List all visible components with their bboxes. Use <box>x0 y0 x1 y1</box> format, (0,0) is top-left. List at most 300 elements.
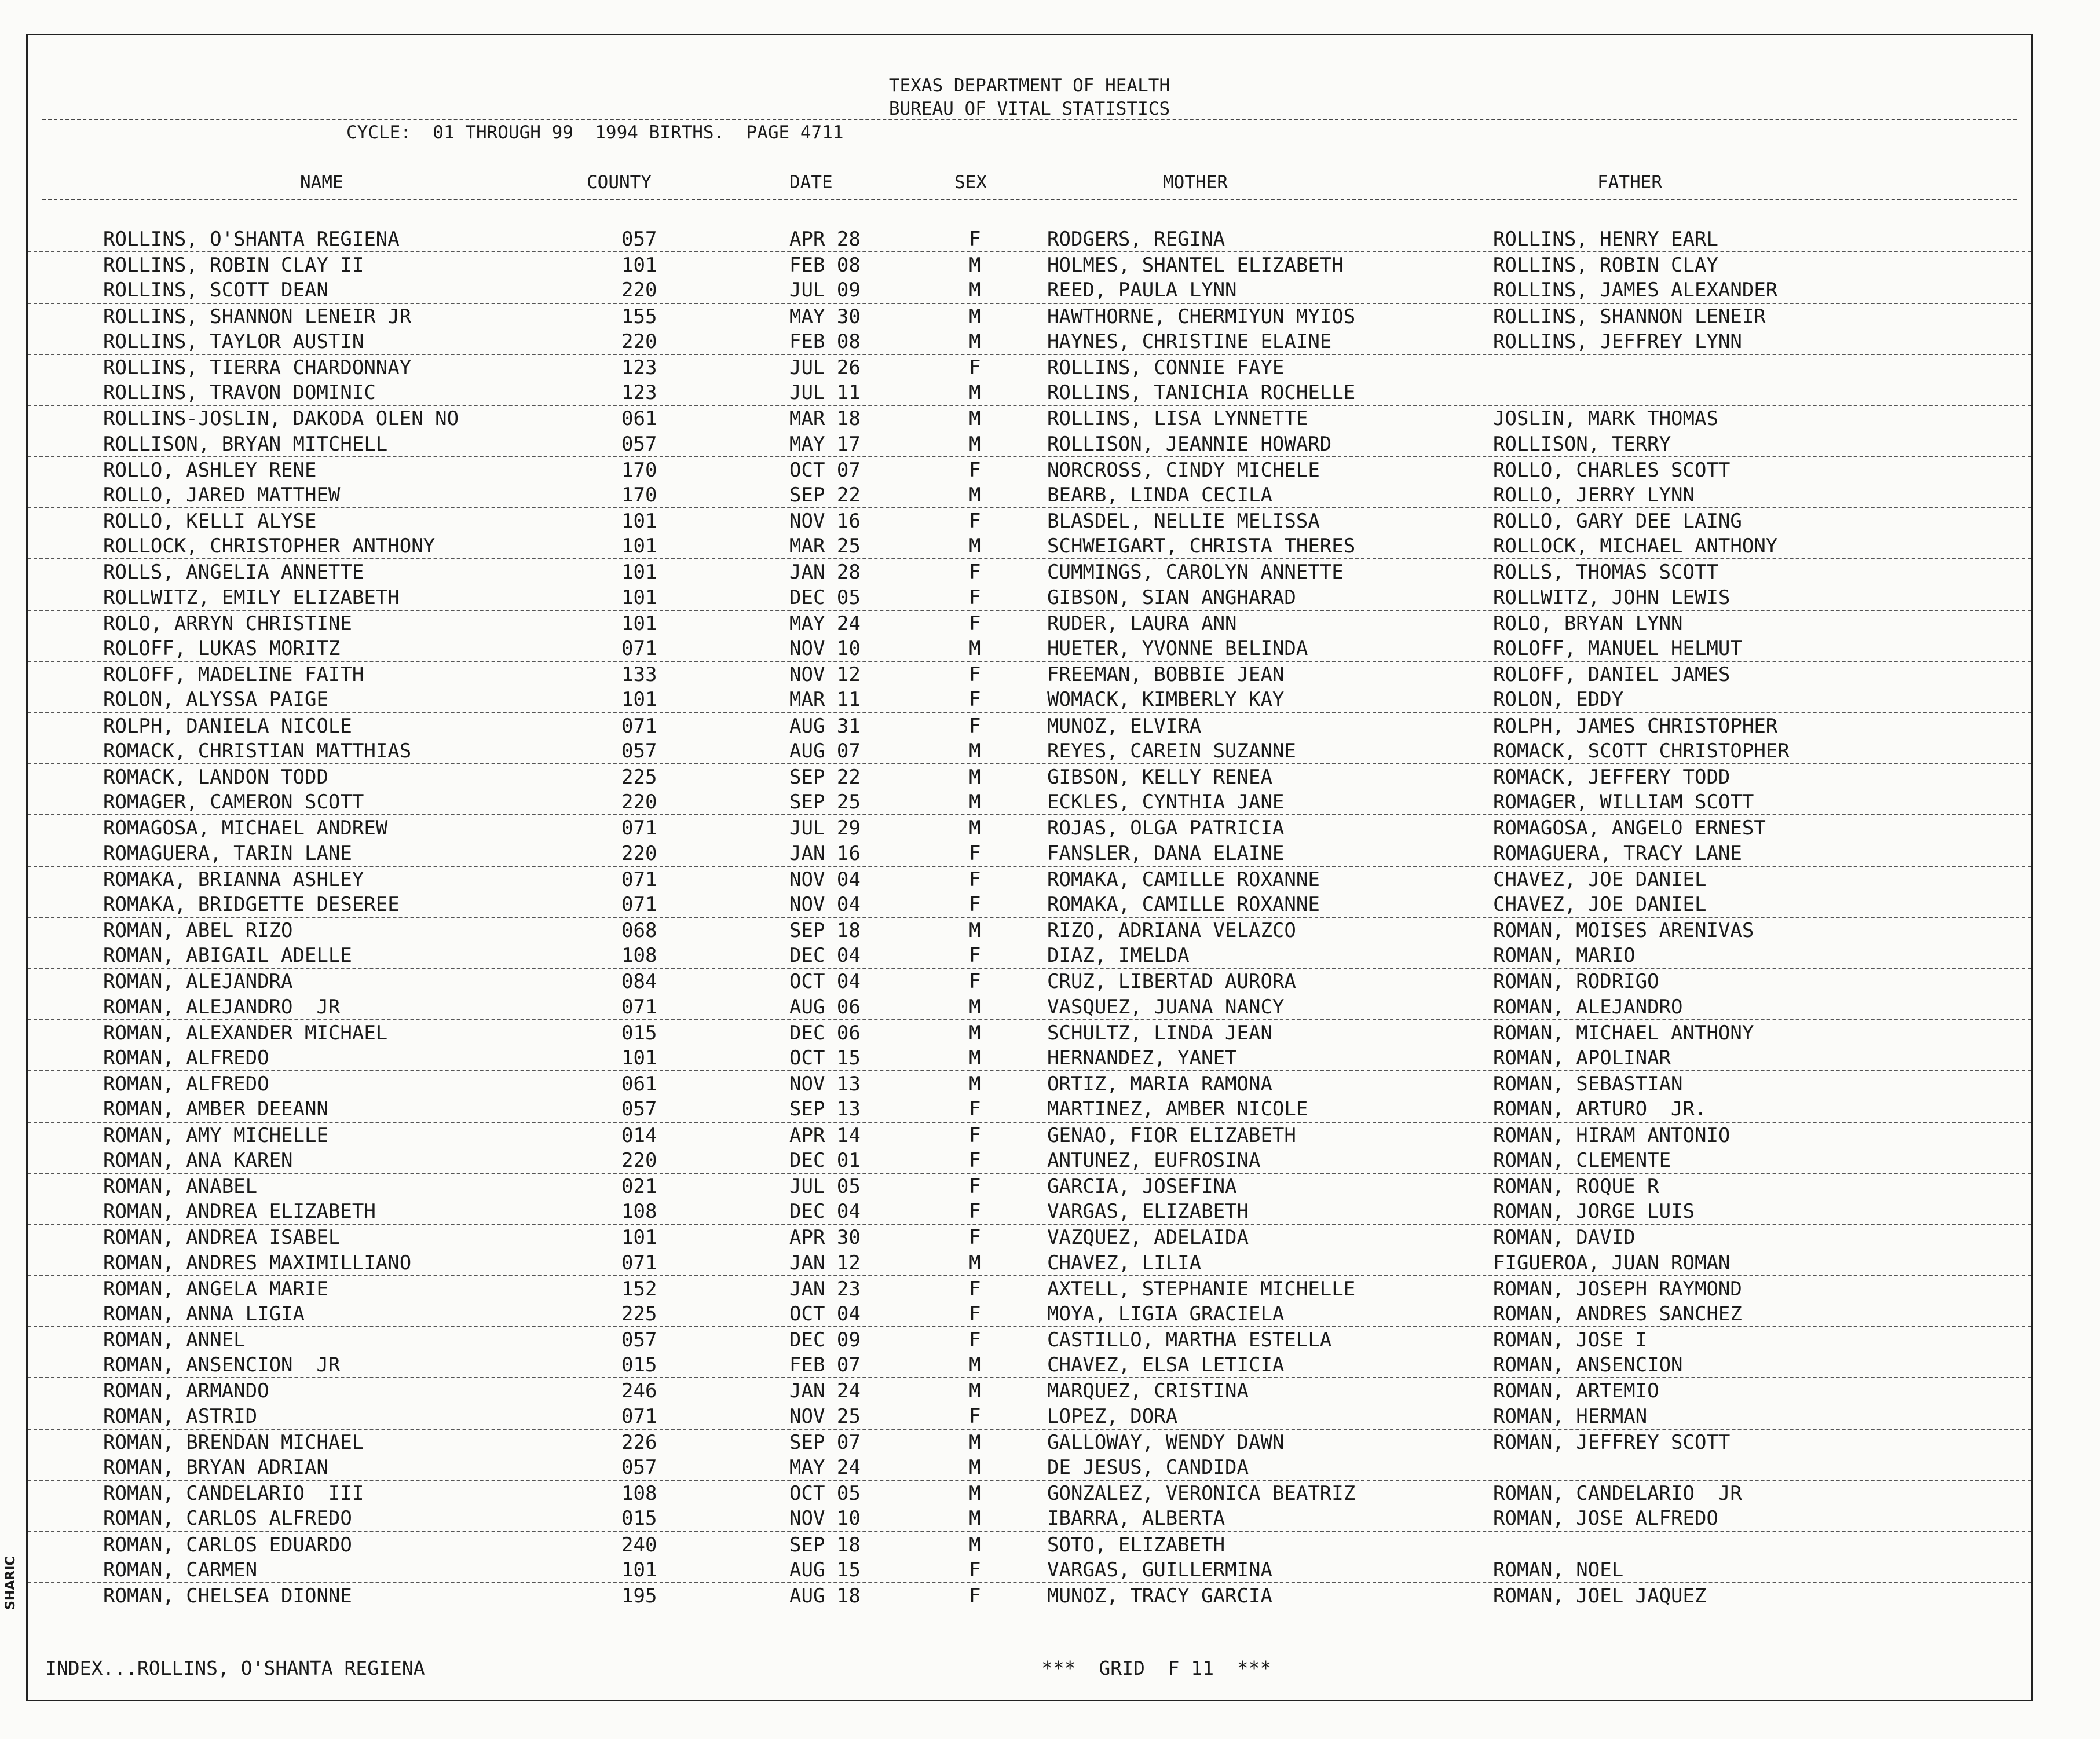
cell-mother: MARQUEZ, CRISTINA <box>1047 1379 1249 1403</box>
cell-name: ROMAN, CARLOS ALFREDO <box>103 1507 352 1531</box>
table-row <box>28 1250 2031 1276</box>
table-row <box>28 1532 2031 1557</box>
cell-sex: M <box>969 407 981 431</box>
cell-mother: REYES, CAREIN SUZANNE <box>1047 739 1296 763</box>
column-header-date: DATE <box>789 172 833 193</box>
cell-county: 101 <box>621 688 657 712</box>
cell-name: ROMAN, ASTRID <box>103 1404 258 1428</box>
cell-sex: F <box>969 1584 981 1608</box>
table-row <box>28 1455 2031 1481</box>
cell-mother: ROLLINS, LISA LYNNETTE <box>1047 407 1308 431</box>
cell-sex: M <box>969 1430 981 1454</box>
cell-sex: M <box>969 305 981 328</box>
cell-sex: F <box>969 970 981 994</box>
table-row <box>28 867 2031 892</box>
cell-county: 108 <box>621 1482 657 1506</box>
table-row <box>28 355 2031 380</box>
cell-date: MAY 24 <box>789 1456 861 1479</box>
cell-county: 015 <box>621 1021 657 1045</box>
table-row <box>28 1327 2031 1352</box>
table-row <box>28 1276 2031 1301</box>
header-divider <box>42 119 2017 120</box>
table-row <box>28 277 2031 303</box>
cell-name: ROMAN, BRYAN ADRIAN <box>103 1456 328 1479</box>
cell-father: ROMAGUERA, TRACY LANE <box>1493 841 1742 865</box>
column-header-county: COUNTY <box>587 172 652 193</box>
cell-county: 061 <box>621 407 657 431</box>
cell-date: NOV 10 <box>789 1507 861 1531</box>
cell-father: ROMAN, JOSE ALFREDO <box>1493 1507 1718 1531</box>
cell-mother: SCHULTZ, LINDA JEAN <box>1047 1021 1272 1045</box>
cell-date: APR 28 <box>789 228 861 251</box>
table-row <box>28 841 2031 867</box>
cell-mother: FANSLER, DANA ELAINE <box>1047 841 1285 865</box>
cell-father: ROMAN, ARTEMIO <box>1493 1379 1659 1403</box>
cell-county: 015 <box>621 1507 657 1531</box>
cell-sex: M <box>969 765 981 789</box>
cell-sex: F <box>969 714 981 738</box>
cell-name: ROMAGOSA, MICHAEL ANDREW <box>103 817 388 840</box>
cell-mother: AXTELL, STEPHANIE MICHELLE <box>1047 1277 1356 1301</box>
cell-sex: M <box>969 1533 981 1557</box>
cell-date: JAN 12 <box>789 1251 861 1275</box>
cell-sex: F <box>969 585 981 609</box>
cell-father: ROLLISON, TERRY <box>1493 432 1671 456</box>
cell-date: SEP 22 <box>789 765 861 789</box>
cell-mother: HAYNES, CHRISTINE ELAINE <box>1047 330 1332 353</box>
cell-county: 071 <box>621 995 657 1019</box>
cell-name: ROLLINS-JOSLIN, DAKODA OLEN NO <box>103 407 459 431</box>
cell-father: ROLOFF, MANUEL HELMUT <box>1493 637 1742 660</box>
cell-name: ROLOFF, MADELINE FAITH <box>103 663 364 687</box>
cell-county: 061 <box>621 1072 657 1096</box>
table-row <box>28 1199 2031 1225</box>
cell-date: DEC 04 <box>789 944 861 968</box>
cell-name: ROLO, ARRYN CHRISTINE <box>103 612 352 635</box>
cell-sex: M <box>969 1456 981 1479</box>
cell-county: 101 <box>621 510 657 533</box>
cell-sex: F <box>969 1277 981 1301</box>
table-row <box>28 815 2031 840</box>
cell-sex: F <box>969 688 981 712</box>
cell-name: ROLLINS, SHANNON LENEIR JR <box>103 305 412 328</box>
index-footer: INDEX...ROLLINS, O'SHANTA REGIENA <box>45 1657 425 1679</box>
table-row <box>28 380 2031 406</box>
cell-sex: F <box>969 1174 981 1198</box>
cell-name: ROMAN, BRENDAN MICHAEL <box>103 1430 364 1454</box>
cell-date: JAN 16 <box>789 841 861 865</box>
cell-county: 021 <box>621 1174 657 1198</box>
cell-father: ROLLINS, ROBIN CLAY <box>1493 254 1718 277</box>
cell-father: ROMAGER, WILLIAM SCOTT <box>1493 790 1754 814</box>
cell-sex: F <box>969 1097 981 1121</box>
cell-county: 195 <box>621 1584 657 1608</box>
cell-name: ROLLINS, O'SHANTA REGIENA <box>103 228 400 251</box>
table-row <box>28 533 2031 559</box>
table-row <box>28 1301 2031 1327</box>
cell-name: ROMAN, ALFREDO <box>103 1072 269 1096</box>
cell-county: 057 <box>621 1097 657 1121</box>
cell-county: 225 <box>621 765 657 789</box>
table-row <box>28 1404 2031 1430</box>
cell-date: NOV 25 <box>789 1404 861 1428</box>
column-header-name: NAME <box>300 172 343 193</box>
table-row <box>28 1096 2031 1122</box>
table-row <box>28 662 2031 687</box>
cell-sex: F <box>969 228 981 251</box>
table-row <box>28 1481 2031 1506</box>
cell-date: JUL 26 <box>789 356 861 379</box>
cell-county: 226 <box>621 1430 657 1454</box>
cell-name: ROLLISON, BRYAN MITCHELL <box>103 432 388 456</box>
cell-name: ROLLS, ANGELIA ANNETTE <box>103 561 364 584</box>
cell-county: 057 <box>621 739 657 763</box>
cell-sex: M <box>969 919 981 943</box>
cell-name: ROMAN, ANDREA ELIZABETH <box>103 1200 376 1224</box>
cell-mother: VARGAS, ELIZABETH <box>1047 1200 1249 1224</box>
cell-date: AUG 07 <box>789 739 861 763</box>
cell-date: NOV 04 <box>789 867 861 891</box>
cell-father: ROMAN, JORGE LUIS <box>1493 1200 1695 1224</box>
ledger-page <box>26 34 2033 1701</box>
table-row <box>28 789 2031 815</box>
cell-date: OCT 07 <box>789 458 861 482</box>
table-row <box>28 636 2031 662</box>
cell-county: 071 <box>621 817 657 840</box>
cell-mother: ROLLINS, TANICHIA ROCHELLE <box>1047 381 1356 405</box>
cell-father: ROMAN, MICHAEL ANTHONY <box>1493 1021 1754 1045</box>
cell-date: OCT 05 <box>789 1482 861 1506</box>
table-row <box>28 1148 2031 1174</box>
cell-father: ROMAN, SEBASTIAN <box>1493 1072 1683 1096</box>
cell-date: SEP 18 <box>789 919 861 943</box>
cell-county: 101 <box>621 534 657 558</box>
cell-date: JUL 09 <box>789 279 861 302</box>
table-row <box>28 1378 2031 1403</box>
cell-name: ROLLINS, ROBIN CLAY II <box>103 254 364 277</box>
cell-sex: F <box>969 1558 981 1581</box>
cell-father: ROLPH, JAMES CHRISTOPHER <box>1493 714 1778 738</box>
table-row <box>28 1020 2031 1045</box>
cell-mother: RIZO, ADRIANA VELAZCO <box>1047 919 1296 943</box>
cell-date: NOV 10 <box>789 637 861 660</box>
cell-mother: ECKLES, CYNTHIA JANE <box>1047 790 1285 814</box>
cell-date: OCT 04 <box>789 970 861 994</box>
table-row <box>28 431 2031 457</box>
cell-sex: M <box>969 432 981 456</box>
cell-name: ROLLWITZ, EMILY ELIZABETH <box>103 585 400 609</box>
cell-name: ROMAN, ANDRES MAXIMILLIANO <box>103 1251 412 1275</box>
cell-date: DEC 01 <box>789 1148 861 1172</box>
cell-name: ROMAN, CANDELARIO III <box>103 1482 364 1506</box>
cell-county: 057 <box>621 228 657 251</box>
cell-county: 101 <box>621 1558 657 1581</box>
table-row <box>28 738 2031 764</box>
cell-sex: F <box>969 841 981 865</box>
table-row <box>28 1225 2031 1250</box>
table-row <box>28 687 2031 713</box>
cell-date: FEB 07 <box>789 1353 861 1377</box>
cell-father: ROLOFF, DANIEL JAMES <box>1493 663 1731 687</box>
cell-county: 155 <box>621 305 657 328</box>
cell-county: 101 <box>621 585 657 609</box>
cell-name: ROLLINS, TRAVON DOMINIC <box>103 381 376 405</box>
bureau-title: BUREAU OF VITAL STATISTICS <box>888 98 1170 119</box>
cell-county: 015 <box>621 1353 657 1377</box>
cell-county: 068 <box>621 919 657 943</box>
cell-date: NOV 13 <box>789 1072 861 1096</box>
cell-name: ROLON, ALYSSA PAIGE <box>103 688 328 712</box>
cell-county: 123 <box>621 381 657 405</box>
cell-name: ROLLO, ASHLEY RENE <box>103 458 317 482</box>
cell-county: 220 <box>621 279 657 302</box>
cell-sex: F <box>969 1226 981 1250</box>
cell-father: ROLON, EDDY <box>1493 688 1624 712</box>
cell-date: OCT 04 <box>789 1302 861 1326</box>
cell-mother: LOPEZ, DORA <box>1047 1404 1178 1428</box>
cell-county: 071 <box>621 892 657 916</box>
cell-date: SEP 07 <box>789 1430 861 1454</box>
cell-name: ROMAN, ANA KAREN <box>103 1148 293 1172</box>
cell-mother: DIAZ, IMELDA <box>1047 944 1190 968</box>
cell-father: ROMAN, JEFFREY SCOTT <box>1493 1430 1731 1454</box>
cell-county: 071 <box>621 714 657 738</box>
cell-county: 057 <box>621 1456 657 1479</box>
cell-mother: GALLOWAY, WENDY DAWN <box>1047 1430 1285 1454</box>
cell-father: ROMAN, JOSEPH RAYMOND <box>1493 1277 1742 1301</box>
cell-sex: M <box>969 1046 981 1070</box>
cell-mother: IBARRA, ALBERTA <box>1047 1507 1225 1531</box>
cell-county: 101 <box>621 1226 657 1250</box>
table-row <box>28 585 2031 611</box>
cell-mother: HAWTHORNE, CHERMIYUN MYIOS <box>1047 305 1356 328</box>
cell-mother: RODGERS, REGINA <box>1047 228 1225 251</box>
cell-father: ROMAN, ANSENCION <box>1493 1353 1683 1377</box>
cell-mother: SOTO, ELIZABETH <box>1047 1533 1225 1557</box>
cell-date: MAR 18 <box>789 407 861 431</box>
cell-mother: CHAVEZ, ELSA LETICIA <box>1047 1353 1285 1377</box>
cell-sex: M <box>969 817 981 840</box>
cell-sex: M <box>969 790 981 814</box>
column-header-mother: MOTHER <box>1163 172 1228 193</box>
grid-footer: *** GRID F 11 *** <box>1041 1657 1272 1679</box>
cycle-line: CYCLE: 01 THROUGH 99 1994 BIRTHS. PAGE 4711 <box>346 122 844 143</box>
cell-date: MAY 17 <box>789 432 861 456</box>
cell-mother: MARTINEZ, AMBER NICOLE <box>1047 1097 1308 1121</box>
cell-mother: ROLLINS, CONNIE FAYE <box>1047 356 1285 379</box>
cell-mother: ROMAKA, CAMILLE ROXANNE <box>1047 867 1320 891</box>
cell-date: OCT 15 <box>789 1046 861 1070</box>
column-header-sex: SEX <box>954 172 987 193</box>
cell-county: 170 <box>621 483 657 507</box>
cell-date: AUG 06 <box>789 995 861 1019</box>
cell-mother: HERNANDEZ, YANET <box>1047 1046 1237 1070</box>
cell-mother: RUDER, LAURA ANN <box>1047 612 1237 635</box>
cell-mother: GIBSON, SIAN ANGHARAD <box>1047 585 1296 609</box>
table-row <box>28 304 2031 329</box>
cell-county: 108 <box>621 944 657 968</box>
cell-date: JAN 24 <box>789 1379 861 1403</box>
cell-father: CHAVEZ, JOE DANIEL <box>1493 867 1707 891</box>
cell-name: ROMAN, ALEJANDRO JR <box>103 995 341 1019</box>
cell-sex: M <box>969 1251 981 1275</box>
cell-name: ROLLO, JARED MATTHEW <box>103 483 341 507</box>
cell-name: ROLLINS, TIERRA CHARDONNAY <box>103 356 412 379</box>
cell-county: 101 <box>621 612 657 635</box>
cell-name: ROMAN, CHELSEA DIONNE <box>103 1584 352 1608</box>
cell-father: ROMAN, RODRIGO <box>1493 970 1659 994</box>
cell-county: 220 <box>621 841 657 865</box>
cell-name: ROMAGER, CAMERON SCOTT <box>103 790 364 814</box>
cell-sex: M <box>969 995 981 1019</box>
cell-date: FEB 08 <box>789 254 861 277</box>
table-row <box>28 969 2031 994</box>
cell-father: ROLLINS, HENRY EARL <box>1493 228 1718 251</box>
cell-sex: F <box>969 867 981 891</box>
cell-father: ROLO, BRYAN LYNN <box>1493 612 1683 635</box>
cell-county: 123 <box>621 356 657 379</box>
cell-name: ROMAKA, BRIANNA ASHLEY <box>103 867 364 891</box>
cell-county: 101 <box>621 254 657 277</box>
cell-date: SEP 22 <box>789 483 861 507</box>
table-row <box>28 329 2031 355</box>
cell-mother: VASQUEZ, JUANA NANCY <box>1047 995 1285 1019</box>
cell-date: AUG 31 <box>789 714 861 738</box>
cell-sex: M <box>969 637 981 660</box>
cell-name: ROMAKA, BRIDGETTE DESEREE <box>103 892 400 916</box>
cell-sex: F <box>969 663 981 687</box>
cell-date: NOV 16 <box>789 510 861 533</box>
cell-name: ROLOFF, LUKAS MORITZ <box>103 637 341 660</box>
table-row <box>28 713 2031 738</box>
cell-sex: M <box>969 381 981 405</box>
cell-date: AUG 15 <box>789 1558 861 1581</box>
cell-father: ROLLO, GARY DEE LAING <box>1493 510 1742 533</box>
cell-sex: M <box>969 1482 981 1506</box>
cell-father: ROMAN, MOISES ARENIVAS <box>1493 919 1754 943</box>
cell-sex: F <box>969 612 981 635</box>
table-row <box>28 764 2031 789</box>
cell-father: ROMAN, HERMAN <box>1493 1404 1648 1428</box>
table-row <box>28 559 2031 584</box>
cell-father: ROMAN, ANDRES SANCHEZ <box>1493 1302 1742 1326</box>
cell-name: ROLLO, KELLI ALYSE <box>103 510 317 533</box>
cell-name: ROMAN, AMY MICHELLE <box>103 1123 328 1147</box>
cell-mother: ROMAKA, CAMILLE ROXANNE <box>1047 892 1320 916</box>
table-row <box>28 943 2031 969</box>
cell-mother: MOYA, LIGIA GRACIELA <box>1047 1302 1285 1326</box>
cell-father: ROMAN, APOLINAR <box>1493 1046 1671 1070</box>
table-row <box>28 508 2031 533</box>
cell-date: DEC 04 <box>789 1200 861 1224</box>
cell-name: ROMAN, AMBER DEEANN <box>103 1097 328 1121</box>
cell-date: NOV 04 <box>789 892 861 916</box>
cell-mother: GARCIA, JOSEFINA <box>1047 1174 1237 1198</box>
cell-sex: F <box>969 1200 981 1224</box>
cell-name: ROMACK, LANDON TODD <box>103 765 328 789</box>
cell-father: ROLLS, THOMAS SCOTT <box>1493 561 1718 584</box>
cell-date: JUL 29 <box>789 817 861 840</box>
cell-mother: DE JESUS, CANDIDA <box>1047 1456 1249 1479</box>
cell-mother: NORCROSS, CINDY MICHELE <box>1047 458 1320 482</box>
cell-father: ROMACK, JEFFERY TODD <box>1493 765 1731 789</box>
cell-name: ROMAGUERA, TARIN LANE <box>103 841 352 865</box>
table-row <box>28 1045 2031 1071</box>
cell-sex: M <box>969 739 981 763</box>
cell-mother: MUNOZ, TRACY GARCIA <box>1047 1584 1272 1608</box>
cell-mother: CASTILLO, MARTHA ESTELLA <box>1047 1328 1332 1352</box>
cell-name: ROLLINS, TAYLOR AUSTIN <box>103 330 364 353</box>
cell-mother: HOLMES, SHANTEL ELIZABETH <box>1047 254 1344 277</box>
cell-father: ROLLOCK, MICHAEL ANTHONY <box>1493 534 1778 558</box>
cell-date: JAN 23 <box>789 1277 861 1301</box>
cell-name: ROMAN, ANDREA ISABEL <box>103 1226 341 1250</box>
cell-sex: F <box>969 1302 981 1326</box>
cell-date: APR 14 <box>789 1123 861 1147</box>
cell-mother: FREEMAN, BOBBIE JEAN <box>1047 663 1285 687</box>
cell-mother: MUNOZ, ELVIRA <box>1047 714 1202 738</box>
cell-mother: ROJAS, OLGA PATRICIA <box>1047 817 1285 840</box>
table-row <box>28 406 2031 431</box>
cell-name: ROMAN, ALFREDO <box>103 1046 269 1070</box>
cell-name: ROMAN, ANNEL <box>103 1328 246 1352</box>
cell-mother: VAZQUEZ, ADELAIDA <box>1047 1226 1249 1250</box>
cell-sex: M <box>969 1353 981 1377</box>
cell-county: 071 <box>621 1251 657 1275</box>
cell-name: ROMACK, CHRISTIAN MATTHIAS <box>103 739 412 763</box>
cell-mother: ROLLISON, JEANNIE HOWARD <box>1047 432 1332 456</box>
cell-county: 057 <box>621 432 657 456</box>
cell-father: ROMAGOSA, ANGELO ERNEST <box>1493 817 1766 840</box>
cell-date: DEC 05 <box>789 585 861 609</box>
cell-name: ROMAN, ANNA LIGIA <box>103 1302 305 1326</box>
cell-name: ROMAN, CARLOS EDUARDO <box>103 1533 352 1557</box>
cell-mother: ORTIZ, MARIA RAMONA <box>1047 1072 1272 1096</box>
cell-sex: M <box>969 1507 981 1531</box>
cell-sex: M <box>969 330 981 353</box>
agency-title: TEXAS DEPARTMENT OF HEALTH <box>888 75 1170 96</box>
cell-name: ROLLINS, SCOTT DEAN <box>103 279 328 302</box>
cell-county: 014 <box>621 1123 657 1147</box>
column-header-father: FATHER <box>1597 172 1662 193</box>
cell-father: ROMAN, ROQUE R <box>1493 1174 1659 1198</box>
cell-sex: F <box>969 510 981 533</box>
table-row <box>28 1430 2031 1455</box>
cell-mother: CRUZ, LIBERTAD AURORA <box>1047 970 1296 994</box>
cell-mother: BEARB, LINDA CECILA <box>1047 483 1272 507</box>
cell-date: JUL 11 <box>789 381 861 405</box>
cell-county: 220 <box>621 790 657 814</box>
table-row <box>28 1583 2031 1608</box>
cell-father: ROLLINS, JAMES ALEXANDER <box>1493 279 1778 302</box>
table-row <box>28 892 2031 918</box>
cell-sex: F <box>969 1328 981 1352</box>
cell-sex: M <box>969 483 981 507</box>
cell-date: DEC 06 <box>789 1021 861 1045</box>
cell-father: ROLLO, CHARLES SCOTT <box>1493 458 1731 482</box>
cell-date: SEP 18 <box>789 1533 861 1557</box>
cell-father: ROMAN, MARIO <box>1493 944 1636 968</box>
cell-father: ROMAN, JOEL JAQUEZ <box>1493 1584 1707 1608</box>
cell-father: FIGUEROA, JUAN ROMAN <box>1493 1251 1731 1275</box>
cell-county: 170 <box>621 458 657 482</box>
cell-mother: GONZALEZ, VERONICA BEATRIZ <box>1047 1482 1356 1506</box>
cell-sex: M <box>969 279 981 302</box>
cell-date: AUG 18 <box>789 1584 861 1608</box>
cell-date: SEP 13 <box>789 1097 861 1121</box>
table-row <box>28 1557 2031 1583</box>
birth-records-list <box>28 226 2031 1608</box>
